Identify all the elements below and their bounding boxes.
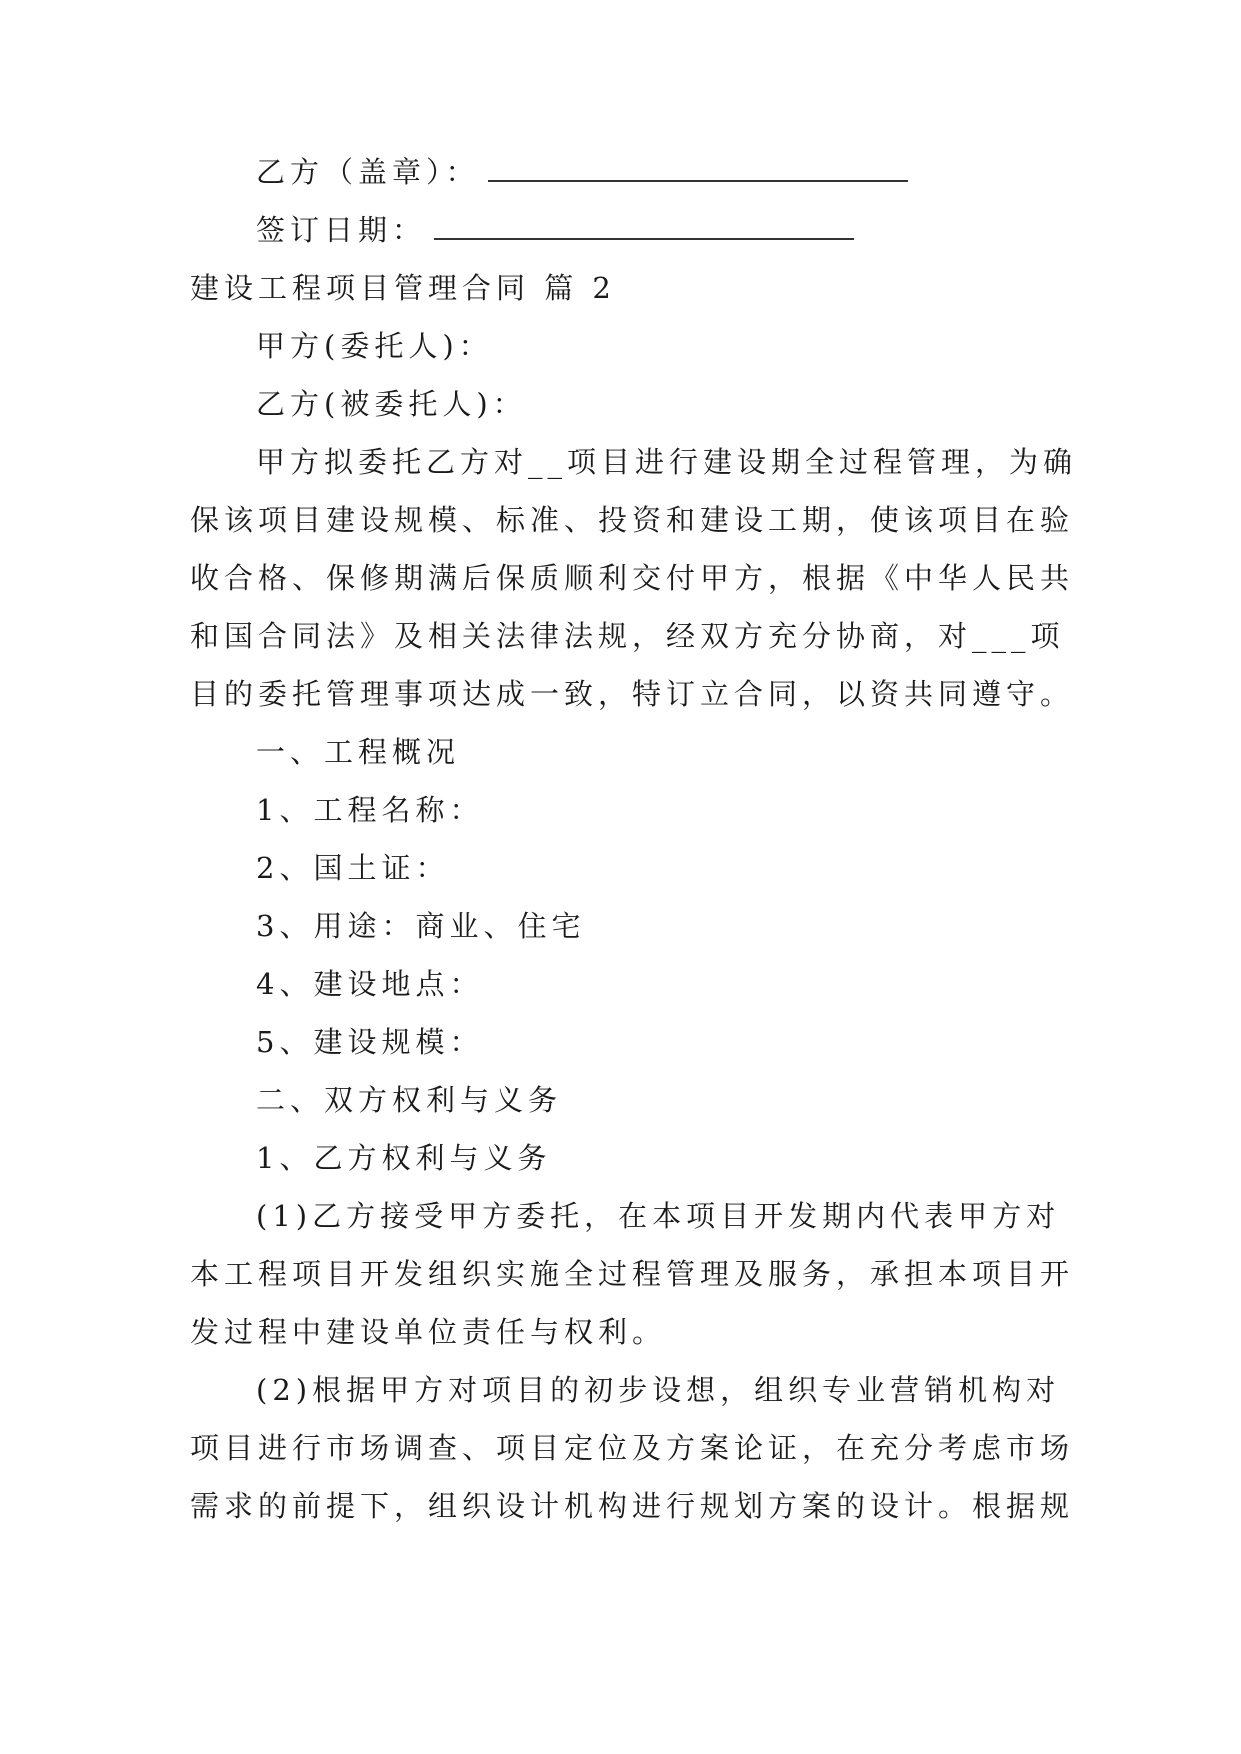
preamble-line: 甲方拟委托乙方对__项目进行建设期全过程管理，为确 <box>256 445 1078 479</box>
item-2-line: 项目进行市场调查、项目定位及方案论证，在充分考虑市场 <box>190 1431 1075 1465</box>
clause-1-item: 5、建设规模： <box>256 1025 484 1059</box>
party-b-seal-blank <box>488 152 908 182</box>
preamble-line: 保该项目建设规模、标准、投资和建设工期，使该项目在验 <box>190 503 1075 537</box>
party-b-label: 乙方(被委托人)： <box>256 387 527 421</box>
preamble-line: 目的委托管理事项达成一致，特订立合同，以资共同遵守。 <box>190 677 1075 711</box>
item-2-line: 需求的前提下，组织设计机构进行规划方案的设计。根据规 <box>190 1489 1075 1523</box>
party-b-seal-line <box>256 152 908 192</box>
section-heading: 建设工程项目管理合同 篇 2 <box>190 271 616 305</box>
signing-date-label: 签订日期： <box>256 213 427 247</box>
signing-date-line <box>256 210 854 250</box>
item-1-line: 本工程项目开发组织实施全过程管理及服务，承担本项目开 <box>190 1257 1075 1291</box>
party-b-seal-label: 乙方（盖章）： <box>256 155 480 189</box>
clause-1-item: 2、国土证： <box>256 851 450 885</box>
party-a-label: 甲方(委托人)： <box>256 329 493 363</box>
preamble-line: 和国合同法》及相关法律法规，经双方充分协商，对___项 <box>190 619 1065 653</box>
preamble-line: 收合格、保修期满后保质顺利交付甲方，根据《中华人民共 <box>190 561 1075 595</box>
item-1-line: 发过程中建设单位责任与权利。 <box>190 1315 667 1349</box>
signing-date-blank <box>434 210 854 240</box>
clause-2-title: 二、双方权利与义务 <box>256 1083 563 1117</box>
item-2-line: (2)根据甲方对项目的初步设想，组织专业营销机构对 <box>256 1373 1061 1407</box>
clause-1-item: 1、工程名称： <box>256 793 484 827</box>
clause-1-item: 3、用途：商业、住宅 <box>256 909 586 943</box>
clause-1-item: 4、建设地点： <box>256 967 484 1001</box>
item-1-line: (1)乙方接受甲方委托，在本项目开发期内代表甲方对 <box>256 1199 1061 1233</box>
clause-1-title: 一、工程概况 <box>256 735 461 769</box>
clause-2-sub-title: 1、乙方权利与义务 <box>256 1141 552 1175</box>
